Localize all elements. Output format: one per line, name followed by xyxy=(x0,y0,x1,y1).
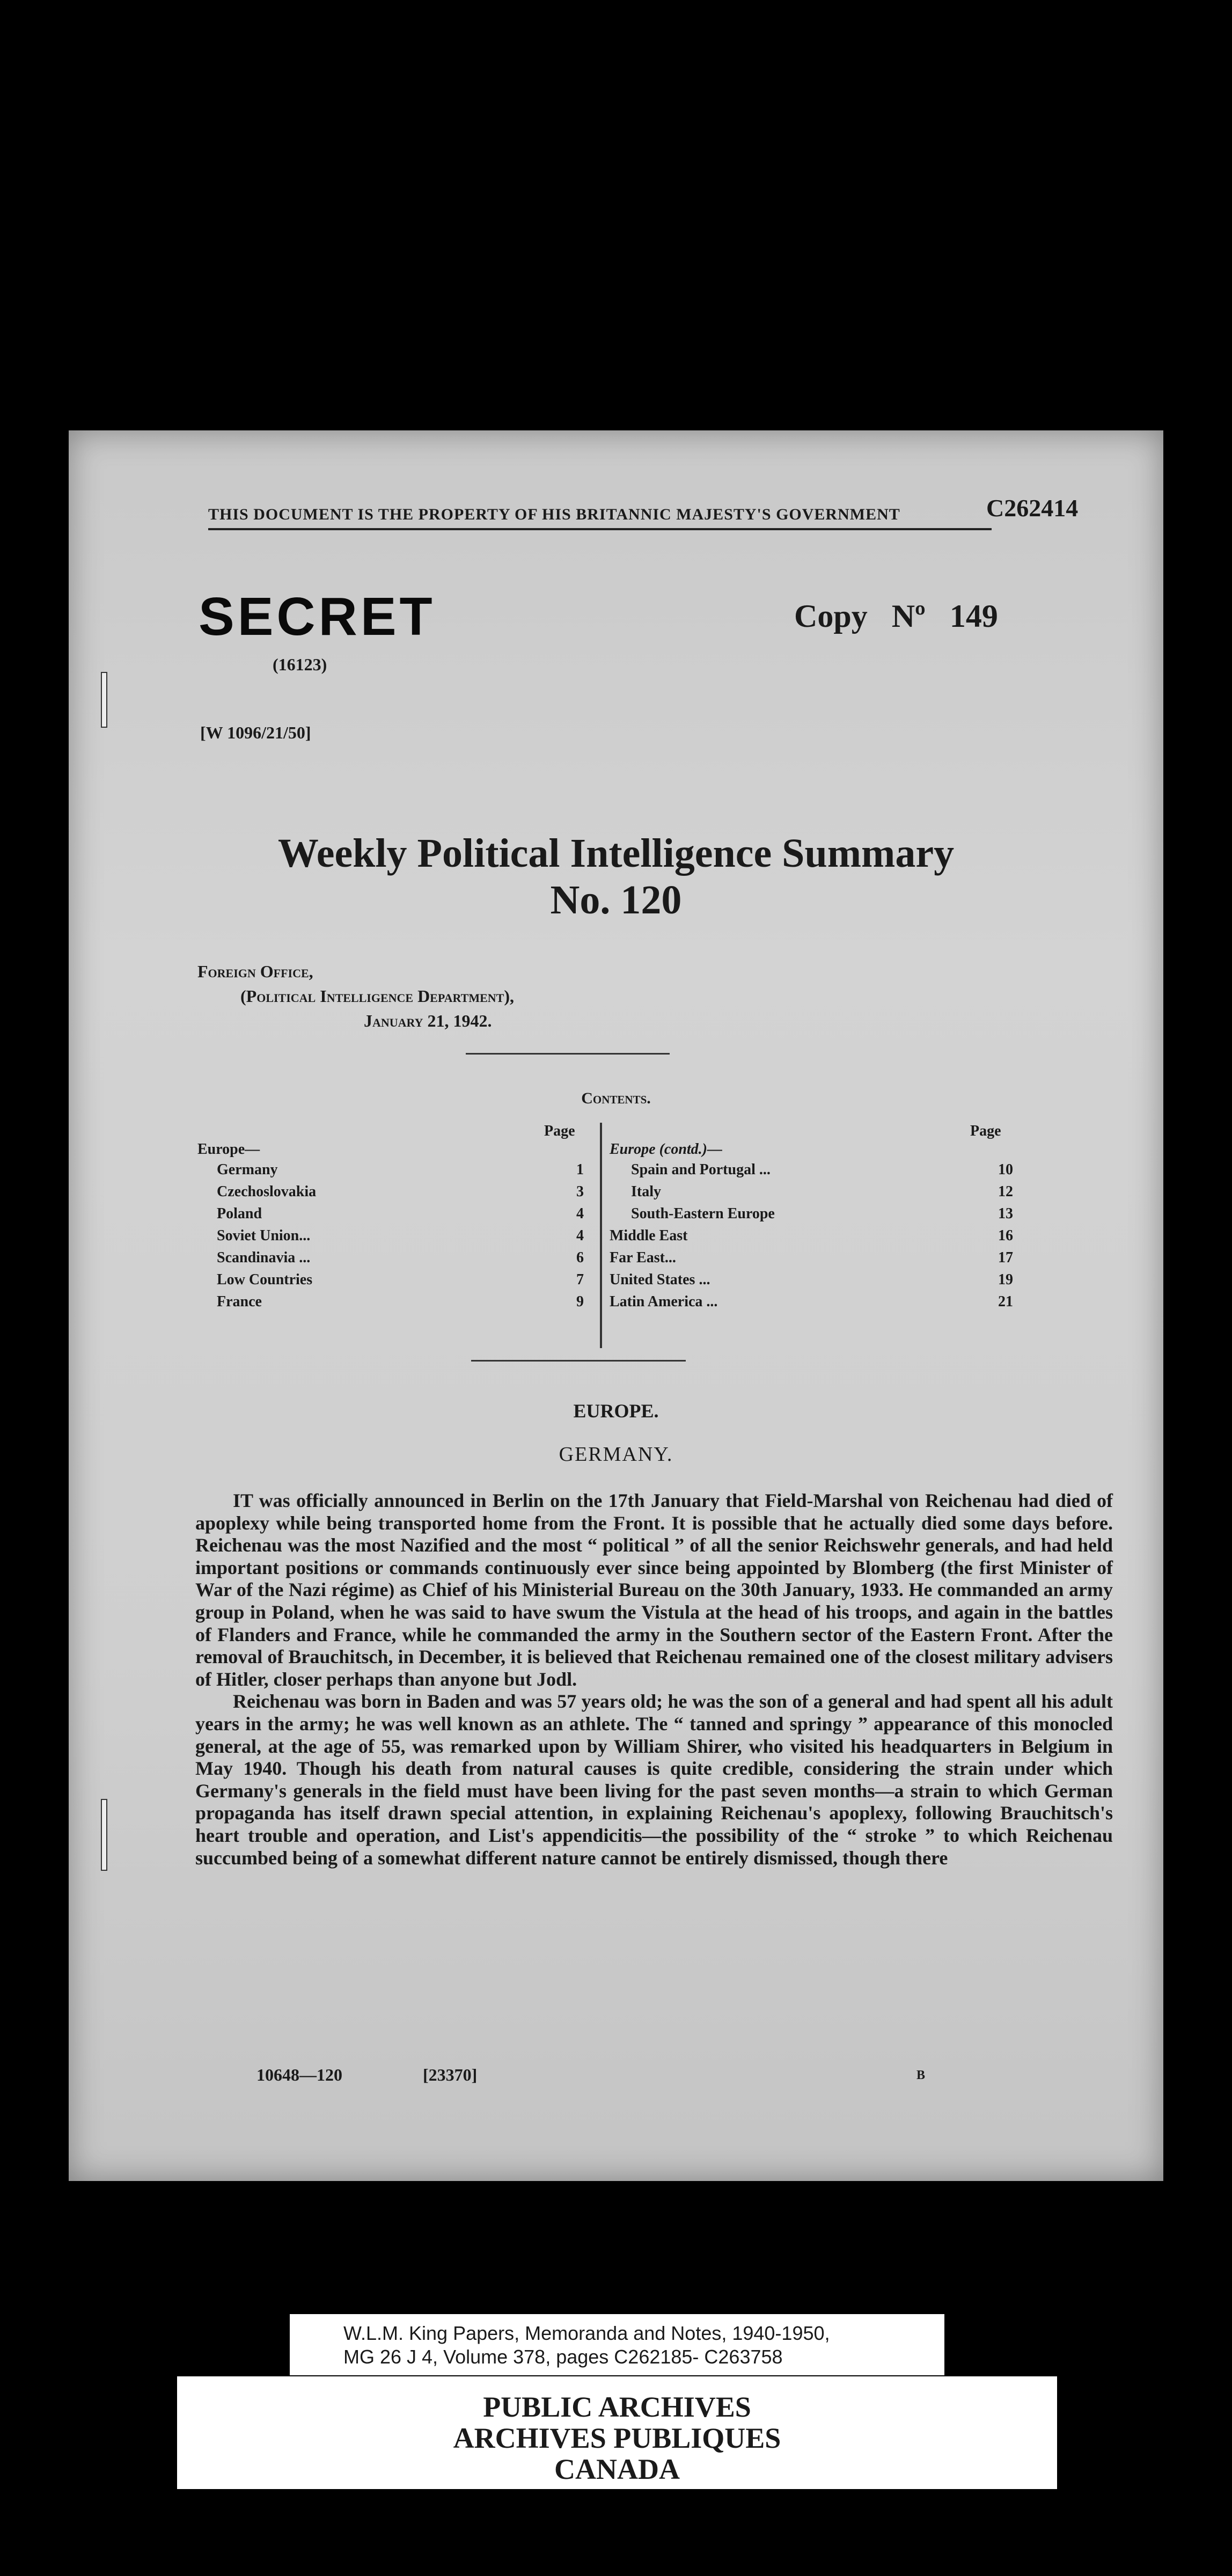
contents-entry: United States ... xyxy=(610,1271,710,1288)
contents-page-number: 7 xyxy=(576,1271,584,1288)
copy-no-label: Nº xyxy=(891,598,926,634)
archive-stamp xyxy=(177,2376,1057,2489)
origin-date: January 21, 1942. xyxy=(364,1011,492,1030)
copy-value: 149 xyxy=(949,598,998,634)
archive-stamp-line: PUBLIC ARCHIVES xyxy=(483,2391,751,2423)
document-page xyxy=(69,430,1163,2181)
page-column-label: Page xyxy=(544,1123,575,1139)
archive-stamp-line: CANADA xyxy=(554,2453,680,2485)
document-issue: No. 120 xyxy=(550,877,682,923)
classification-stamp: SECRET xyxy=(199,587,436,647)
contents-entry: Germany xyxy=(217,1161,278,1178)
archive-label-line: W.L.M. King Papers, Memoranda and Notes, 1940-1950, xyxy=(343,2322,830,2344)
print-code: 10648—120 xyxy=(256,2065,342,2084)
contents-page-number: 16 xyxy=(998,1227,1013,1244)
copy-number xyxy=(794,598,998,635)
archive-label xyxy=(290,2314,944,2375)
contents-entry: Czechoslovakia xyxy=(217,1183,317,1200)
divider-rule xyxy=(471,1360,686,1362)
job-number: [23370] xyxy=(423,2065,478,2084)
ownership-notice: THIS DOCUMENT IS THE PROPERTY OF HIS BRITANNIC MAJESTY'S GOVERNMENT xyxy=(208,506,900,523)
file-reference: [W 1096/21/50] xyxy=(200,723,311,742)
body-text xyxy=(195,1490,1113,1869)
contents-page-number: 6 xyxy=(576,1249,584,1266)
contents-heading: Contents. xyxy=(581,1089,651,1107)
origin-office: Foreign Office, xyxy=(197,962,313,981)
contents-page-number: 19 xyxy=(998,1271,1013,1288)
paragraph: Reichenau was born in Baden and was 57 years old; he was the son of a general and had spent all his adult years in the army; he was well known as an athlete. The “ tanned and springy ” appearance of this monocled general, at the age of 55, was remarked upon by William Shirer, who visited his headquarters in Belgium in May 1940. Though his death from natural causes is quite credible, considering the strain under which Germany's generals in the field must have been living for the past seven months—a strain to which German propaganda has itself drawn special attention, in explaining Reichenau's apoplexy, following Brauchitsch's heart trouble and operation, and List's appendicitis—the possibility of the “ stroke ” to which Reichenau succumbed being of a somewhat different nature cannot be entirely dismissed, though there xyxy=(195,1690,1113,1869)
contents-group-label: Europe— xyxy=(197,1141,260,1158)
contents-page-number: 13 xyxy=(998,1205,1013,1222)
section-heading: EUROPE. xyxy=(573,1400,659,1422)
contents-page-number: 3 xyxy=(576,1183,584,1200)
document-number: C262414 xyxy=(986,494,1079,522)
contents-page-number: 1 xyxy=(576,1161,584,1178)
signature-letter: B xyxy=(916,2068,926,2082)
contents-page-number: 4 xyxy=(576,1205,584,1222)
binder-clip xyxy=(101,672,107,728)
ownership-underline xyxy=(208,528,992,530)
contents-page-number: 9 xyxy=(576,1293,584,1310)
contents-entry: Low Countries xyxy=(217,1271,313,1288)
contents-entry: Far East... xyxy=(610,1249,676,1266)
contents-entry: Italy xyxy=(631,1183,661,1200)
contents-page-number: 10 xyxy=(998,1161,1013,1178)
contents-page-number: 4 xyxy=(576,1227,584,1244)
contents-entry: Poland xyxy=(217,1205,262,1222)
archive-label-line: MG 26 J 4, Volume 378, pages C262185- C263758 xyxy=(343,2346,783,2368)
contents-entry: Latin America ... xyxy=(610,1293,718,1310)
divider-rule xyxy=(466,1053,670,1055)
archive-stamp-line: ARCHIVES PUBLIQUES xyxy=(453,2422,781,2454)
contents-page-number: 21 xyxy=(998,1293,1013,1310)
contents-divider xyxy=(600,1123,602,1348)
contents-entry: South-Eastern Europe xyxy=(631,1205,775,1222)
contents-page-number: 17 xyxy=(998,1249,1013,1266)
binder-clip xyxy=(101,1799,107,1871)
origin-department: (Political Intelligence Department), xyxy=(240,986,514,1006)
contents-entry: Scandinavia ... xyxy=(217,1249,311,1266)
document-title: Weekly Political Intelligence Summary xyxy=(277,831,955,876)
contents-entry: Spain and Portugal ... xyxy=(631,1161,771,1178)
contents-entry: Soviet Union... xyxy=(217,1227,311,1244)
contents-entry: France xyxy=(217,1293,262,1310)
paragraph: IT was officially announced in Berlin on the 17th January that Field-Marshal von Reichenau had died of apoplexy while being transported home from the Front. It is possible that he actually died some days before. Reichenau was the most Nazified and the most “ political ” of all the senior Reichswehr generals, and had held important positions or commands continuously ever since being appointed by Blomberg (the first Minister of War of the Nazi régime) as Chief of his Ministerial Bureau on the 30th January, 1933. He commanded an army group in Poland, when he was said to have swum the Vistula at the head of his troops, and again in the battles of Flanders and France, while he commanded the army in the Southern sector of the Eastern Front. After the removal of Brauchitsch, in December, it is believed that Reichenau remained one of the closest military advisers of Hitler, closer perhaps than anyone but Jodl. xyxy=(195,1490,1113,1690)
page-column-label: Page xyxy=(970,1123,1001,1139)
contents-entry: Middle East xyxy=(610,1227,688,1244)
copy-label: Copy xyxy=(794,598,868,634)
subsection-heading: GERMANY. xyxy=(559,1443,673,1466)
reference-code: (16123) xyxy=(273,655,327,674)
contents-group-label: Europe (contd.)— xyxy=(610,1141,722,1158)
contents-page-number: 12 xyxy=(998,1183,1013,1200)
